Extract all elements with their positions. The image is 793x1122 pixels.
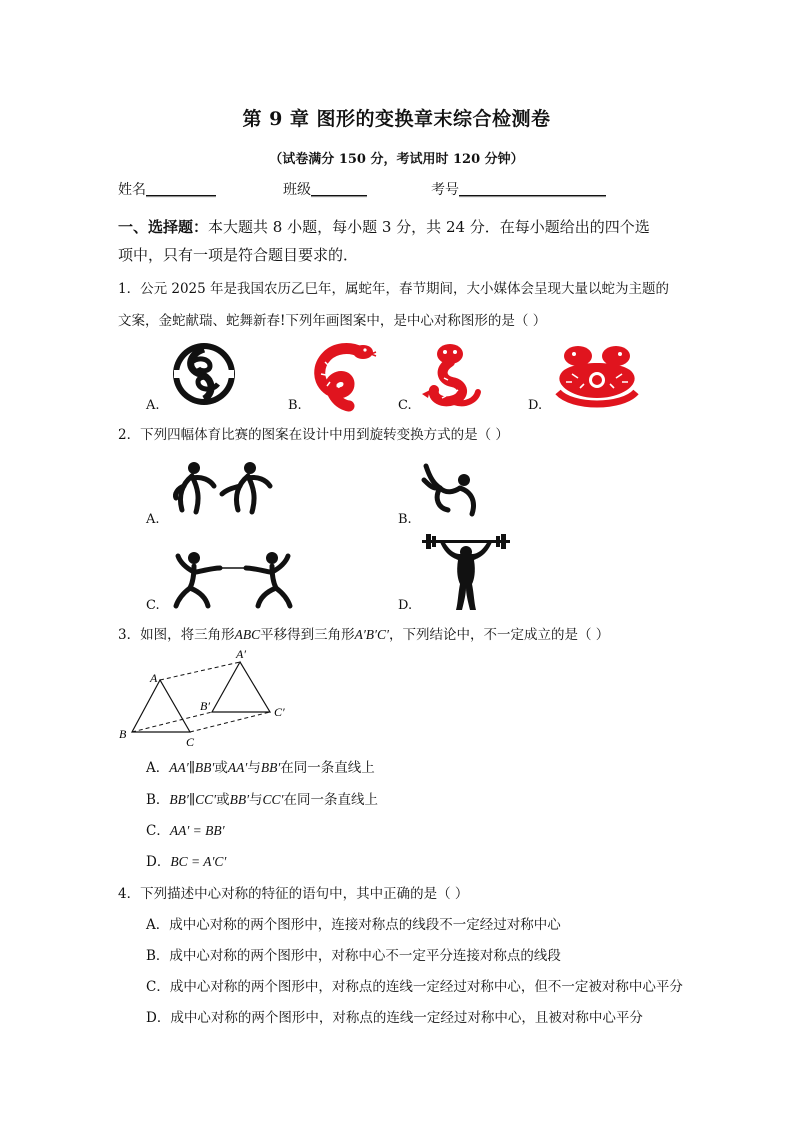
q1-option-a-snake-icon[interactable] xyxy=(170,340,238,408)
q2-option-c-label[interactable]: C. xyxy=(146,598,160,613)
q2-option-a-wrestling-icon[interactable] xyxy=(170,458,280,520)
q3-option-d-label: D． xyxy=(146,854,171,870)
section1-heading: 一、选择题： xyxy=(118,218,209,236)
exam-no-field xyxy=(431,180,606,200)
section1-desc-line1: 本大题共 8 小题，每小题 3 分，共 24 分．在每小题给出的四个选 xyxy=(208,218,650,236)
q1-option-d-snake-icon[interactable] xyxy=(552,342,642,410)
q4-option-d[interactable]: D．成中心对称的两个图形中，对称点的连线一定经过对称中心，且被对称中心平分 xyxy=(146,1010,643,1026)
q4-stem: 4．下列描述中心对称的特征的语句中，其中正确的是（ ） xyxy=(118,886,469,902)
class-blank[interactable]: ________ xyxy=(311,182,367,198)
q3-option-b-math2: BB′ xyxy=(229,792,250,807)
q3-option-a-text2: 与 xyxy=(247,760,261,776)
q1-option-b-label[interactable]: B. xyxy=(288,398,302,413)
q3-option-b[interactable] xyxy=(146,790,378,810)
section1-desc-line2: 项中，只有一项是符合题目要求的． xyxy=(118,246,359,264)
q3-option-b-math1: BB′∥CC′ xyxy=(169,792,217,807)
q3-option-d[interactable] xyxy=(146,852,226,872)
q4-option-b[interactable]: B．成中心对称的两个图形中，对称中心不一定平分连接对称点的线段 xyxy=(146,948,561,964)
section1-desc xyxy=(118,217,650,237)
q2-option-b-label[interactable]: B. xyxy=(398,512,412,527)
q3-stem-triangle-abc: ABC xyxy=(234,627,261,642)
q3-stem-suffix: ，下列结论中，不一定成立的是（ ） xyxy=(388,627,610,643)
q3-option-a-text3: 在同一条直线上 xyxy=(280,760,375,776)
page-subtitle: （试卷满分 150 分，考试用时 120 分钟） xyxy=(269,152,524,167)
q1-option-d-label[interactable]: D. xyxy=(528,398,543,413)
q3-option-a-text1: 或 xyxy=(214,760,228,776)
q3-option-d-math: BC = A′C′ xyxy=(170,854,227,869)
class-label: 班级 xyxy=(283,182,311,198)
exam-no-label: 考号 xyxy=(431,182,459,198)
q1-option-b-snake-icon[interactable] xyxy=(305,338,377,412)
q3-label-c: C xyxy=(186,735,195,748)
q4-option-c[interactable]: C．成中心对称的两个图形中，对称点的连线一定经过对称中心，但不一定被对称中心平分 xyxy=(146,979,683,995)
q1-stem-line1: 1．公元 2025 年是我国农历乙巳年，属蛇年，春节期间，大小媒体会呈现大量以蛇为主题的 xyxy=(118,281,670,297)
q3-label-b: B xyxy=(119,727,127,741)
triangle-abc xyxy=(132,680,190,732)
q3-label-a: A xyxy=(150,671,158,685)
q1-stem-line2: 文案，金蛇献瑞、蛇舞新春!下列年画图案中，是中心对称图形的是（ ） xyxy=(118,313,547,329)
q2-option-d-label[interactable]: D. xyxy=(398,598,413,613)
q3-stem xyxy=(118,625,609,645)
q3-translation-figure xyxy=(116,644,296,748)
q3-label-c-prime: C′ xyxy=(274,705,285,719)
student-info-row xyxy=(118,180,216,200)
q1-option-c-snake-icon[interactable] xyxy=(418,342,484,414)
q3-option-a-math1: AA′∥BB′ xyxy=(169,760,215,775)
q3-option-a-math2: AA′ xyxy=(227,760,248,775)
q3-option-b-text2: 与 xyxy=(249,792,263,808)
q3-option-a-label: A． xyxy=(146,760,170,776)
exam-no-blank[interactable]: _____________________ xyxy=(459,182,606,198)
q2-option-d-weightlifting-icon[interactable] xyxy=(422,532,510,612)
q2-option-a-label[interactable]: A. xyxy=(146,512,160,527)
q3-stem-mid: 平移得到三角形 xyxy=(260,627,355,643)
q2-option-c-fencing-icon[interactable] xyxy=(170,548,300,610)
q3-option-c-math: AA′ = BB′ xyxy=(169,823,225,838)
q3-option-a-math3: BB′ xyxy=(260,760,281,775)
class-field xyxy=(283,180,367,200)
q3-option-b-math3: CC′ xyxy=(262,792,284,807)
q3-label-a-prime: A′ xyxy=(236,647,246,661)
q3-option-b-text3: 在同一条直线上 xyxy=(283,792,378,808)
q3-label-b-prime: B′ xyxy=(200,699,210,713)
triangle-abc-prime xyxy=(212,662,270,712)
q3-option-c[interactable] xyxy=(146,821,225,841)
name-label: 姓名 xyxy=(118,182,146,198)
name-blank[interactable]: __________ xyxy=(146,182,216,198)
q1-option-a-label[interactable]: A. xyxy=(146,398,160,413)
q3-stem-triangle-abc-prime: A′B′C′ xyxy=(354,627,389,642)
q2-option-b-gymnastics-icon[interactable] xyxy=(420,458,490,520)
page-title: 第 9 章 图形的变换章末综合检测卷 xyxy=(242,108,551,130)
q3-option-b-label: B． xyxy=(146,792,170,808)
q3-option-b-text1: 或 xyxy=(216,792,230,808)
q3-option-a[interactable] xyxy=(146,758,375,778)
q3-option-c-label: C． xyxy=(146,823,170,839)
q2-stem: 2．下列四幅体育比赛的图案在设计中用到旋转变换方式的是（ ） xyxy=(118,427,509,443)
q3-stem-prefix: 3．如图，将三角形 xyxy=(118,627,235,643)
q4-option-a[interactable]: A．成中心对称的两个图形中，连接对称点的线段不一定经过对称中心 xyxy=(146,917,561,933)
q1-option-c-label[interactable]: C. xyxy=(398,398,412,413)
